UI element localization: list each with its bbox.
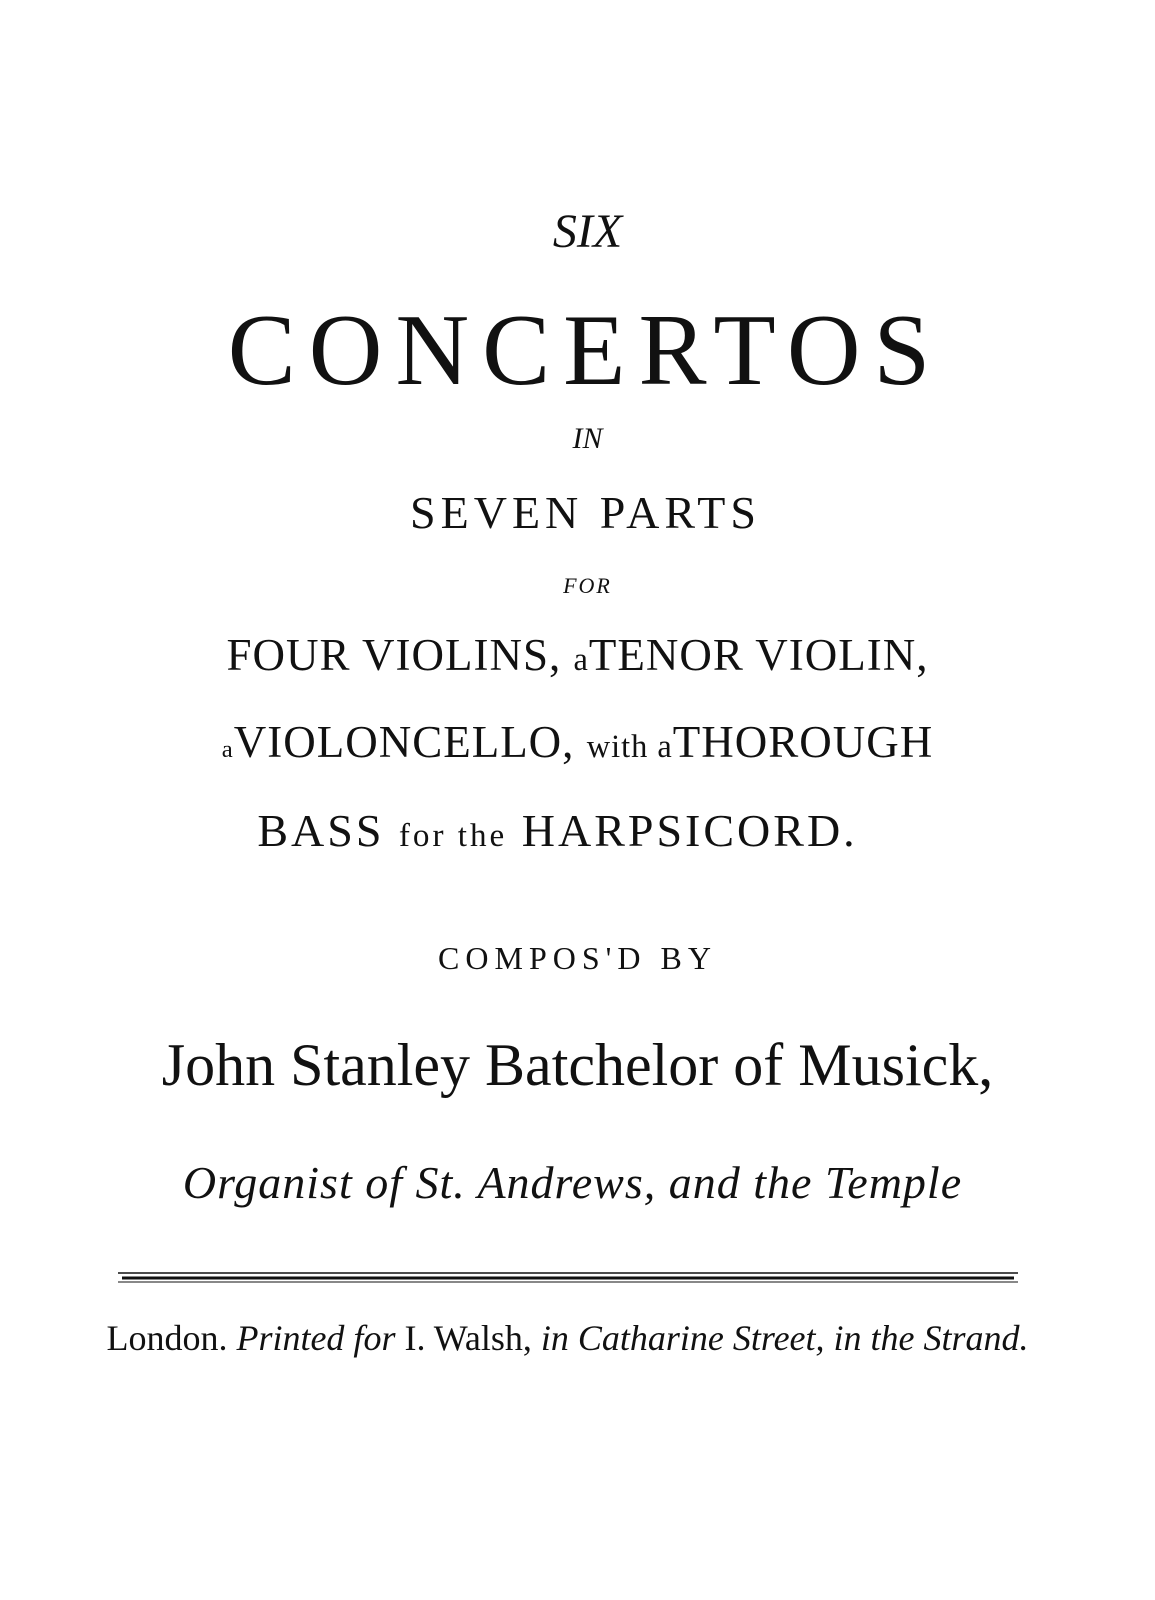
author-name: John Stanley Batchelor of Musick, <box>161 1032 994 1098</box>
title-in: IN <box>572 422 603 455</box>
bass-text: BASS <box>257 805 385 856</box>
harpsicord-text: HARPSICORD. <box>521 805 858 856</box>
imprint-publisher: I. Walsh, <box>404 1318 532 1358</box>
title-seven-parts: SEVEN PARTS <box>410 487 761 538</box>
thorough-text: THOROUGH <box>672 717 934 767</box>
violoncello-text: VIOLONCELLO, <box>233 717 575 767</box>
with-a-text: with a <box>586 729 673 765</box>
imprint-address: in Catharine Street, in the Strand. <box>540 1318 1029 1358</box>
four-violins-text: FOUR VIOLINS, <box>226 630 562 680</box>
article-a: a <box>221 736 234 763</box>
tenor-violin-text: TENOR VIOLIN, <box>588 630 929 680</box>
title-six: SIX <box>552 205 623 258</box>
title-for: FOR <box>563 573 612 598</box>
imprint-city: London. <box>106 1318 228 1358</box>
instrumentation-line-3 <box>0 805 1135 856</box>
title-concertos: CONCERTOS <box>227 294 944 407</box>
imprint-printed-for: Printed for <box>236 1318 396 1358</box>
instrumentation-line-1 <box>0 630 1155 680</box>
author-position: Organist of St. Andrews, and the Temple <box>182 1157 963 1208</box>
imprint <box>0 1320 1145 1356</box>
double-rule-divider <box>118 1268 1018 1284</box>
rule-graphic <box>118 1268 1018 1284</box>
composd-by: COMPOS'D BY <box>438 940 717 976</box>
instrumentation-line-2 <box>0 717 1155 767</box>
for-the-text: for the <box>398 817 508 854</box>
article-a: a <box>573 642 589 678</box>
